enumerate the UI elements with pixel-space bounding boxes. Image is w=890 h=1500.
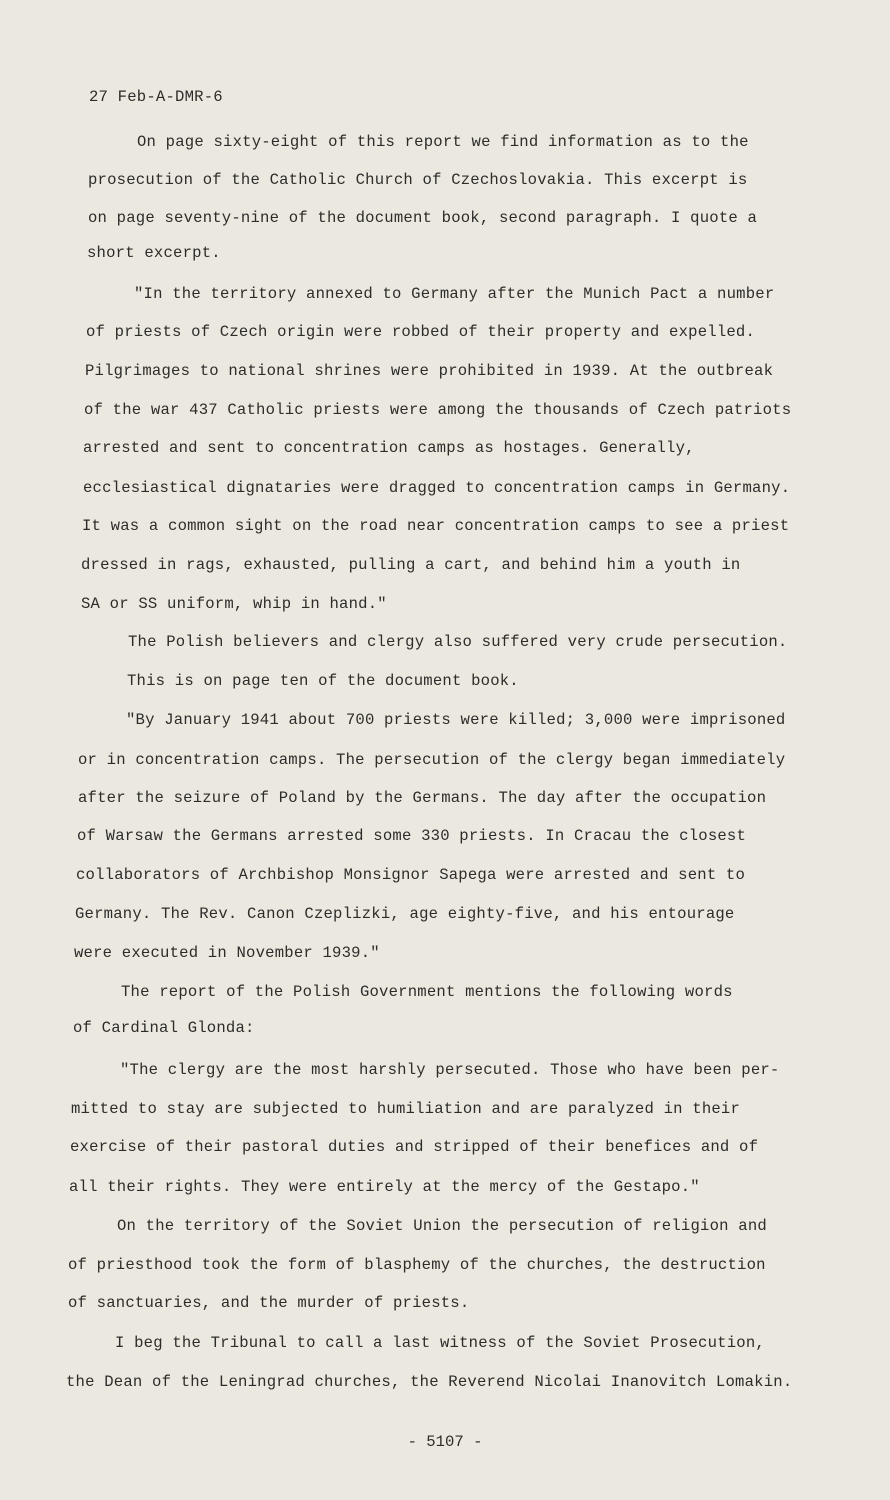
text-line: on page seventy-nine of the document book, second paragraph. I quote a [88,209,758,227]
text-line: of the war 437 Catholic priests were among the thousands of Czech patriots [84,401,792,419]
text-line: dressed in rags, exhausted, pulling a cart, and behind him a youth in [81,556,741,574]
text-line: ecclesiastical dignataries were dragged to concentration camps in Germany. [83,479,791,497]
text-line: On page sixty-eight of this report we find information as to the [137,133,749,151]
text-line: This is on page ten of the document book. [127,672,519,690]
text-line: It was a common sight on the road near concentration camps to see a priest [82,517,790,535]
text-line: short excerpt. [87,244,221,262]
text-line: of priests of Czech origin were robbed of their property and expelled. [86,323,756,341]
text-line: On the territory of the Soviet Union the persecution of religion and [117,1217,767,1235]
text-line: of Cardinal Glonda: [73,1019,255,1037]
text-line: after the seizure of Poland by the Germans. The day after the occupation [78,789,767,807]
text-line: or in concentration camps. The persecution of the clergy began immediately [78,751,786,769]
text-line: of sanctuaries, and the murder of priests. [68,1294,470,1312]
text-line: "The clergy are the most harshly persecuted. Those who have been per- [120,1061,780,1079]
text-line: Germany. The Rev. Canon Czeplizki, age eighty-five, and his entourage [75,905,735,923]
text-line: of Warsaw the Germans arrested some 330 priests. In Cracau the closest [77,827,747,845]
text-line: SA or SS uniform, whip in hand." [81,595,387,613]
page-number: - 5107 - [407,1433,483,1451]
text-line: exercise of their pastoral duties and stripped of their benefices and of [70,1138,759,1156]
text-line: "By January 1941 about 700 priests were killed; 3,000 were imprisoned [126,711,786,729]
text-line: The report of the Polish Government mentions the following words [121,983,733,1001]
header-ref: 27 Feb-A-DMR-6 [89,88,223,106]
text-line: "In the territory annexed to Germany after the Munich Pact a number [134,285,775,303]
text-line: collaborators of Archbishop Monsignor Sapega were arrested and sent to [76,866,746,884]
text-line: arrested and sent to concentration camps as hostages. Generally, [83,439,695,457]
text-line: prosecution of the Catholic Church of Czechoslovakia. This excerpt is [88,171,748,189]
text-line: I beg the Tribunal to call a last witness of the Soviet Prosecution, [115,1334,765,1352]
text-line: Pilgrimages to national shrines were prohibited in 1939. At the outbreak [85,362,774,380]
text-line: The Polish believers and clergy also suffered very crude persecution. [128,633,788,651]
text-line: mitted to stay are subjected to humiliation and are paralyzed in their [71,1100,741,1118]
text-line: all their rights. They were entirely at the mercy of the Gestapo." [69,1178,700,1196]
text-line: were executed in November 1939." [74,944,380,962]
text-line: of priesthood took the form of blasphemy of the churches, the destruction [68,1256,766,1274]
text-line: the Dean of the Leningrad churches, the Reverend Nicolai Inanovitch Lomakin. [66,1373,793,1391]
